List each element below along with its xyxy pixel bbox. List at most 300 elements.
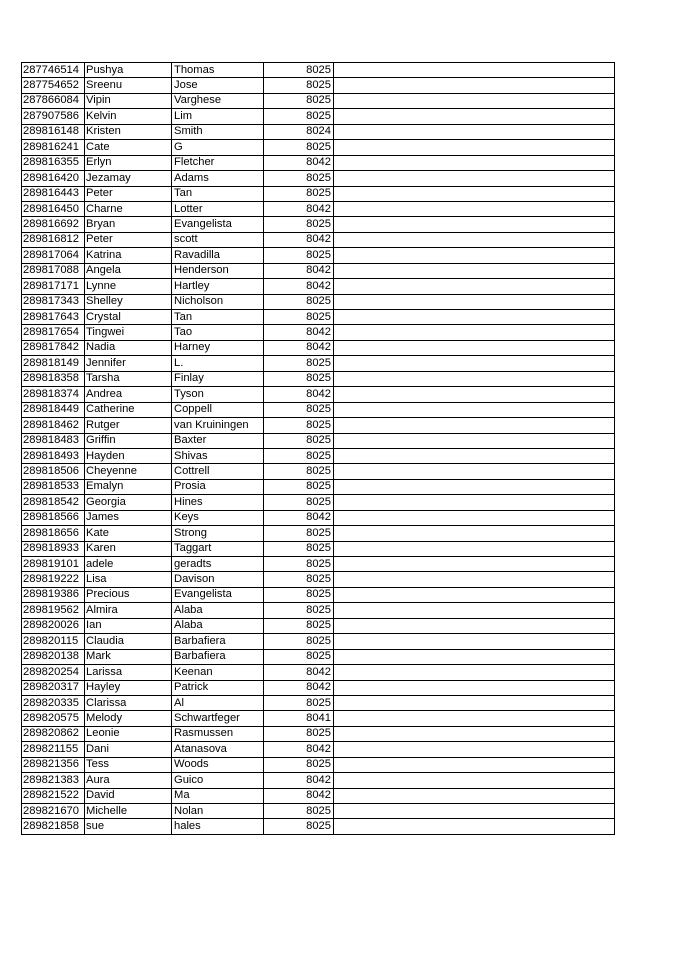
empty-cell [334, 371, 615, 386]
empty-cell [334, 217, 615, 232]
postcode-cell: 8025 [264, 448, 334, 463]
table-row [22, 819, 615, 834]
last-name-cell: Finlay [172, 371, 264, 386]
member-id-cell: 289816692 [22, 217, 85, 232]
table-row [22, 109, 615, 124]
table-row [22, 680, 615, 695]
first-name-cell: Andrea [85, 387, 172, 402]
empty-cell [334, 418, 615, 433]
table-row [22, 201, 615, 216]
member-id-cell: 289817643 [22, 310, 85, 325]
member-id-cell: 289820862 [22, 726, 85, 741]
member-id-cell: 289818483 [22, 433, 85, 448]
empty-cell [334, 526, 615, 541]
empty-cell [334, 742, 615, 757]
empty-cell [334, 711, 615, 726]
first-name-cell: Emalyn [85, 479, 172, 494]
first-name-cell: Rutger [85, 418, 172, 433]
first-name-cell: Leonie [85, 726, 172, 741]
empty-cell [334, 680, 615, 695]
postcode-cell: 8042 [264, 155, 334, 170]
empty-cell [334, 279, 615, 294]
empty-cell [334, 649, 615, 664]
member-id-cell: 289820317 [22, 680, 85, 695]
table-row [22, 788, 615, 803]
member-id-cell: 289816355 [22, 155, 85, 170]
first-name-cell: Tess [85, 757, 172, 772]
member-id-cell: 289818506 [22, 464, 85, 479]
first-name-cell: Larissa [85, 665, 172, 680]
table-row [22, 217, 615, 232]
table-row [22, 325, 615, 340]
member-id-cell: 289818542 [22, 495, 85, 510]
last-name-cell: Schwartfeger [172, 711, 264, 726]
table-row [22, 804, 615, 819]
first-name-cell: Erlyn [85, 155, 172, 170]
first-name-cell: Peter [85, 232, 172, 247]
last-name-cell: Keenan [172, 665, 264, 680]
empty-cell [334, 109, 615, 124]
postcode-cell: 8024 [264, 124, 334, 139]
postcode-cell: 8042 [264, 201, 334, 216]
first-name-cell: adele [85, 557, 172, 572]
table-row [22, 618, 615, 633]
table-row [22, 63, 615, 78]
member-id-cell: 289818462 [22, 418, 85, 433]
first-name-cell: Almira [85, 603, 172, 618]
table-row [22, 665, 615, 680]
member-id-cell: 289819222 [22, 572, 85, 587]
first-name-cell: Michelle [85, 804, 172, 819]
table-row [22, 526, 615, 541]
empty-cell [334, 402, 615, 417]
postcode-cell: 8025 [264, 557, 334, 572]
last-name-cell: G [172, 140, 264, 155]
empty-cell [334, 464, 615, 479]
table-row [22, 140, 615, 155]
last-name-cell: Al [172, 695, 264, 710]
first-name-cell: Clarissa [85, 695, 172, 710]
member-id-cell: 289818149 [22, 356, 85, 371]
member-id-cell: 289818656 [22, 526, 85, 541]
postcode-cell: 8025 [264, 63, 334, 78]
postcode-cell: 8025 [264, 572, 334, 587]
first-name-cell: Hayden [85, 448, 172, 463]
first-name-cell: Claudia [85, 634, 172, 649]
postcode-cell: 8025 [264, 603, 334, 618]
member-id-cell: 289819101 [22, 557, 85, 572]
postcode-cell: 8025 [264, 757, 334, 772]
table-row [22, 464, 615, 479]
first-name-cell: Charne [85, 201, 172, 216]
first-name-cell: Karen [85, 541, 172, 556]
last-name-cell: Rasmussen [172, 726, 264, 741]
table-row [22, 387, 615, 402]
table-row [22, 433, 615, 448]
last-name-cell: Varghese [172, 93, 264, 108]
table-row [22, 171, 615, 186]
postcode-cell: 8025 [264, 371, 334, 386]
first-name-cell: Lisa [85, 572, 172, 587]
empty-cell [334, 387, 615, 402]
member-id-cell: 289817064 [22, 248, 85, 263]
first-name-cell: Hayley [85, 680, 172, 695]
empty-cell [334, 124, 615, 139]
empty-cell [334, 448, 615, 463]
last-name-cell: Thomas [172, 63, 264, 78]
member-id-cell: 289821858 [22, 819, 85, 834]
table-row [22, 186, 615, 201]
first-name-cell: Kelvin [85, 109, 172, 124]
first-name-cell: Mark [85, 649, 172, 664]
first-name-cell: James [85, 510, 172, 525]
postcode-cell: 8025 [264, 217, 334, 232]
first-name-cell: Sreenu [85, 78, 172, 93]
roster-table [21, 62, 615, 835]
table-row [22, 232, 615, 247]
member-id-cell: 289820575 [22, 711, 85, 726]
table-row [22, 479, 615, 494]
table-row [22, 510, 615, 525]
table-row [22, 448, 615, 463]
member-id-cell: 289820115 [22, 634, 85, 649]
first-name-cell: Griffin [85, 433, 172, 448]
member-id-cell: 289821356 [22, 757, 85, 772]
empty-cell [334, 433, 615, 448]
empty-cell [334, 788, 615, 803]
postcode-cell: 8025 [264, 78, 334, 93]
table-row [22, 263, 615, 278]
member-id-cell: 289821155 [22, 742, 85, 757]
member-id-cell: 289816443 [22, 186, 85, 201]
last-name-cell: Nicholson [172, 294, 264, 309]
table-row [22, 541, 615, 556]
table-row [22, 78, 615, 93]
table-row [22, 726, 615, 741]
last-name-cell: Ma [172, 788, 264, 803]
first-name-cell: Cate [85, 140, 172, 155]
last-name-cell: Shivas [172, 448, 264, 463]
last-name-cell: Evangelista [172, 587, 264, 602]
member-id-cell: 289817842 [22, 340, 85, 355]
first-name-cell: Crystal [85, 310, 172, 325]
table-row [22, 124, 615, 139]
empty-cell [334, 819, 615, 834]
empty-cell [334, 479, 615, 494]
member-id-cell: 289820335 [22, 695, 85, 710]
postcode-cell: 8025 [264, 649, 334, 664]
empty-cell [334, 587, 615, 602]
empty-cell [334, 495, 615, 510]
table-row [22, 711, 615, 726]
first-name-cell: Angela [85, 263, 172, 278]
table-row [22, 418, 615, 433]
last-name-cell: geradts [172, 557, 264, 572]
last-name-cell: Taggart [172, 541, 264, 556]
table-row [22, 294, 615, 309]
first-name-cell: Lynne [85, 279, 172, 294]
empty-cell [334, 695, 615, 710]
last-name-cell: Alaba [172, 603, 264, 618]
first-name-cell: Kate [85, 526, 172, 541]
first-name-cell: Aura [85, 773, 172, 788]
postcode-cell: 8042 [264, 788, 334, 803]
member-id-cell: 289818533 [22, 479, 85, 494]
member-id-cell: 289818493 [22, 448, 85, 463]
last-name-cell: Woods [172, 757, 264, 772]
table-row [22, 248, 615, 263]
table-row [22, 402, 615, 417]
first-name-cell: Kristen [85, 124, 172, 139]
empty-cell [334, 294, 615, 309]
empty-cell [334, 510, 615, 525]
last-name-cell: Tan [172, 186, 264, 201]
last-name-cell: Hartley [172, 279, 264, 294]
last-name-cell: Tyson [172, 387, 264, 402]
last-name-cell: Keys [172, 510, 264, 525]
last-name-cell: Guico [172, 773, 264, 788]
member-id-cell: 289817654 [22, 325, 85, 340]
empty-cell [334, 78, 615, 93]
table-row [22, 649, 615, 664]
empty-cell [334, 201, 615, 216]
postcode-cell: 8025 [264, 541, 334, 556]
member-id-cell: 289821670 [22, 804, 85, 819]
last-name-cell: Barbafiera [172, 649, 264, 664]
empty-cell [334, 171, 615, 186]
table-row [22, 757, 615, 772]
postcode-cell: 8025 [264, 587, 334, 602]
last-name-cell: L. [172, 356, 264, 371]
last-name-cell: Fletcher [172, 155, 264, 170]
table-row [22, 557, 615, 572]
empty-cell [334, 634, 615, 649]
last-name-cell: Nolan [172, 804, 264, 819]
postcode-cell: 8025 [264, 464, 334, 479]
postcode-cell: 8025 [264, 726, 334, 741]
first-name-cell: Bryan [85, 217, 172, 232]
table-row [22, 603, 615, 618]
postcode-cell: 8025 [264, 618, 334, 633]
table-row [22, 155, 615, 170]
member-id-cell: 289816148 [22, 124, 85, 139]
postcode-cell: 8025 [264, 310, 334, 325]
member-id-cell: 287907586 [22, 109, 85, 124]
empty-cell [334, 665, 615, 680]
last-name-cell: Jose [172, 78, 264, 93]
last-name-cell: Alaba [172, 618, 264, 633]
postcode-cell: 8025 [264, 109, 334, 124]
empty-cell [334, 557, 615, 572]
postcode-cell: 8042 [264, 680, 334, 695]
member-id-cell: 289818449 [22, 402, 85, 417]
member-id-cell: 289818566 [22, 510, 85, 525]
first-name-cell: Cheyenne [85, 464, 172, 479]
postcode-cell: 8042 [264, 325, 334, 340]
empty-cell [334, 155, 615, 170]
member-id-cell: 287754652 [22, 78, 85, 93]
postcode-cell: 8025 [264, 140, 334, 155]
empty-cell [334, 757, 615, 772]
empty-cell [334, 232, 615, 247]
postcode-cell: 8025 [264, 634, 334, 649]
postcode-cell: 8042 [264, 387, 334, 402]
first-name-cell: Ian [85, 618, 172, 633]
empty-cell [334, 603, 615, 618]
member-id-cell: 289817171 [22, 279, 85, 294]
postcode-cell: 8025 [264, 186, 334, 201]
empty-cell [334, 572, 615, 587]
empty-cell [334, 325, 615, 340]
member-id-cell: 289818374 [22, 387, 85, 402]
member-id-cell: 289820026 [22, 618, 85, 633]
last-name-cell: hales [172, 819, 264, 834]
last-name-cell: Henderson [172, 263, 264, 278]
last-name-cell: Atanasova [172, 742, 264, 757]
table-row [22, 695, 615, 710]
last-name-cell: Adams [172, 171, 264, 186]
last-name-cell: Evangelista [172, 217, 264, 232]
empty-cell [334, 140, 615, 155]
postcode-cell: 8025 [264, 495, 334, 510]
postcode-cell: 8025 [264, 479, 334, 494]
empty-cell [334, 263, 615, 278]
first-name-cell: Jennifer [85, 356, 172, 371]
first-name-cell: Jezamay [85, 171, 172, 186]
table-row [22, 340, 615, 355]
empty-cell [334, 93, 615, 108]
last-name-cell: Tao [172, 325, 264, 340]
table-row [22, 773, 615, 788]
last-name-cell: Cottrell [172, 464, 264, 479]
table-row [22, 356, 615, 371]
last-name-cell: Harney [172, 340, 264, 355]
empty-cell [334, 356, 615, 371]
postcode-cell: 8042 [264, 232, 334, 247]
postcode-cell: 8025 [264, 804, 334, 819]
empty-cell [334, 773, 615, 788]
postcode-cell: 8041 [264, 711, 334, 726]
postcode-cell: 8042 [264, 742, 334, 757]
postcode-cell: 8025 [264, 356, 334, 371]
last-name-cell: scott [172, 232, 264, 247]
member-id-cell: 287866084 [22, 93, 85, 108]
member-id-cell: 289818358 [22, 371, 85, 386]
member-id-cell: 289818933 [22, 541, 85, 556]
postcode-cell: 8042 [264, 773, 334, 788]
postcode-cell: 8025 [264, 402, 334, 417]
first-name-cell: Peter [85, 186, 172, 201]
last-name-cell: Lim [172, 109, 264, 124]
table-row [22, 572, 615, 587]
postcode-cell: 8025 [264, 433, 334, 448]
last-name-cell: Baxter [172, 433, 264, 448]
last-name-cell: Barbafiera [172, 634, 264, 649]
postcode-cell: 8025 [264, 294, 334, 309]
last-name-cell: Patrick [172, 680, 264, 695]
first-name-cell: Dani [85, 742, 172, 757]
last-name-cell: van Kruiningen [172, 418, 264, 433]
first-name-cell: Nadia [85, 340, 172, 355]
first-name-cell: Precious [85, 587, 172, 602]
empty-cell [334, 804, 615, 819]
member-id-cell: 289817088 [22, 263, 85, 278]
postcode-cell: 8042 [264, 263, 334, 278]
empty-cell [334, 310, 615, 325]
member-id-cell: 289816812 [22, 232, 85, 247]
postcode-cell: 8025 [264, 526, 334, 541]
member-id-cell: 289821383 [22, 773, 85, 788]
last-name-cell: Davison [172, 572, 264, 587]
postcode-cell: 8025 [264, 171, 334, 186]
empty-cell [334, 63, 615, 78]
empty-cell [334, 186, 615, 201]
last-name-cell: Prosia [172, 479, 264, 494]
last-name-cell: Ravadilla [172, 248, 264, 263]
first-name-cell: Tingwei [85, 325, 172, 340]
first-name-cell: Shelley [85, 294, 172, 309]
member-id-cell: 289820138 [22, 649, 85, 664]
table-row [22, 371, 615, 386]
member-id-cell: 289817343 [22, 294, 85, 309]
first-name-cell: Pushya [85, 63, 172, 78]
table-row [22, 310, 615, 325]
postcode-cell: 8025 [264, 418, 334, 433]
first-name-cell: Tarsha [85, 371, 172, 386]
first-name-cell: David [85, 788, 172, 803]
postcode-cell: 8042 [264, 665, 334, 680]
table-row [22, 742, 615, 757]
postcode-cell: 8042 [264, 510, 334, 525]
postcode-cell: 8025 [264, 695, 334, 710]
last-name-cell: Tan [172, 310, 264, 325]
first-name-cell: sue [85, 819, 172, 834]
postcode-cell: 8025 [264, 819, 334, 834]
first-name-cell: Katrina [85, 248, 172, 263]
member-id-cell: 287746514 [22, 63, 85, 78]
roster-table-body [22, 63, 615, 835]
empty-cell [334, 541, 615, 556]
empty-cell [334, 248, 615, 263]
table-row [22, 634, 615, 649]
first-name-cell: Catherine [85, 402, 172, 417]
table-row [22, 279, 615, 294]
member-id-cell: 289819386 [22, 587, 85, 602]
postcode-cell: 8042 [264, 340, 334, 355]
postcode-cell: 8025 [264, 248, 334, 263]
member-id-cell: 289820254 [22, 665, 85, 680]
last-name-cell: Smith [172, 124, 264, 139]
member-id-cell: 289816241 [22, 140, 85, 155]
last-name-cell: Strong [172, 526, 264, 541]
table-row [22, 587, 615, 602]
table-row [22, 93, 615, 108]
postcode-cell: 8025 [264, 93, 334, 108]
first-name-cell: Georgia [85, 495, 172, 510]
postcode-cell: 8042 [264, 279, 334, 294]
member-id-cell: 289816450 [22, 201, 85, 216]
empty-cell [334, 340, 615, 355]
empty-cell [334, 726, 615, 741]
empty-cell [334, 618, 615, 633]
member-id-cell: 289819562 [22, 603, 85, 618]
last-name-cell: Lotter [172, 201, 264, 216]
first-name-cell: Melody [85, 711, 172, 726]
last-name-cell: Hines [172, 495, 264, 510]
member-id-cell: 289821522 [22, 788, 85, 803]
member-id-cell: 289816420 [22, 171, 85, 186]
last-name-cell: Coppell [172, 402, 264, 417]
